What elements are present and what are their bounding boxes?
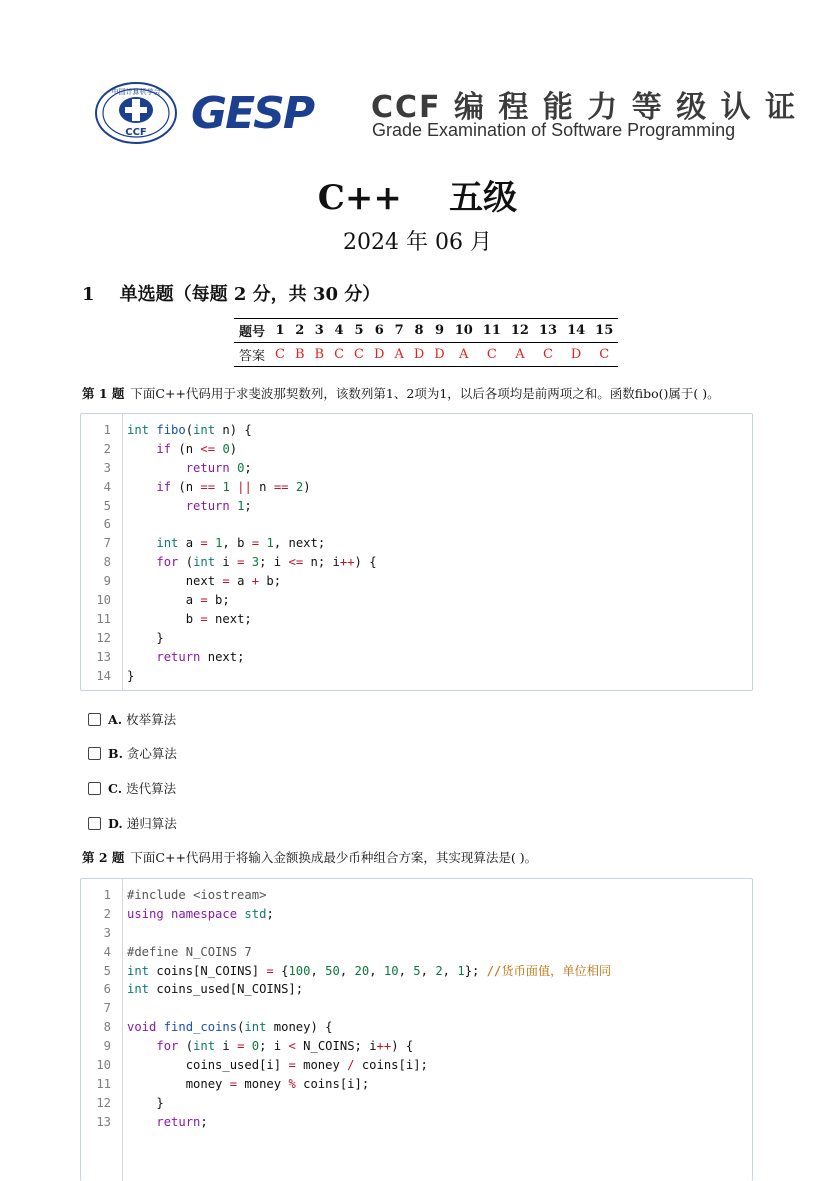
checkbox-icon[interactable] (88, 782, 101, 795)
code-text: if (n <= 0) (156, 441, 238, 456)
answer-row (234, 343, 618, 367)
option-c[interactable] (88, 779, 176, 797)
code-block (80, 413, 753, 691)
option-d[interactable] (88, 814, 177, 832)
code-line (81, 591, 752, 610)
question-number-cell: 10 (450, 319, 478, 343)
line-number: 2 (103, 906, 111, 921)
code-line (81, 648, 752, 667)
line-number: 5 (103, 963, 111, 978)
certification-title: CCF 编 程 能 力 等 级 认 证 (371, 90, 798, 125)
line-number: 4 (103, 479, 111, 494)
question-number: 第 2 题 (82, 850, 125, 865)
line-number: 4 (103, 944, 111, 959)
line-number: 3 (103, 925, 111, 940)
line-number: 10 (96, 1058, 111, 1073)
code-line (81, 1075, 752, 1094)
code-line (81, 1037, 752, 1056)
option-text: 递归算法 (126, 816, 177, 831)
option-text: 迭代算法 (126, 781, 177, 796)
line-number: 14 (96, 668, 111, 683)
code-text: b = next; (127, 611, 252, 626)
question-number-cell: 6 (369, 319, 389, 343)
code-line (81, 440, 752, 459)
option-text: 枚举算法 (126, 712, 177, 727)
question-number-cell: 1 (270, 319, 290, 343)
code-line (81, 459, 752, 478)
code-block (80, 878, 753, 1181)
svg-text:CCF: CCF (125, 127, 147, 138)
code-line (81, 886, 752, 905)
line-number: 12 (96, 1095, 111, 1110)
code-text: return 1; (185, 498, 252, 513)
question-number-cell: 4 (329, 319, 349, 343)
line-number: 6 (103, 982, 111, 997)
answer-cell: A (506, 343, 534, 367)
question-number-cell: 13 (534, 319, 562, 343)
code-line (81, 667, 752, 686)
line-number: 9 (103, 1039, 111, 1054)
line-number: 7 (103, 1001, 111, 1016)
code-line (81, 421, 752, 440)
line-number: 13 (96, 1114, 111, 1129)
code-line (81, 980, 752, 999)
row-label: 答案 (234, 343, 270, 367)
checkbox-icon[interactable] (88, 817, 101, 830)
line-number: 8 (103, 555, 111, 570)
code-text: } (127, 630, 164, 645)
question-number-cell: 2 (290, 319, 310, 343)
code-text: } (127, 1095, 164, 1110)
option-letter: C. (108, 780, 123, 796)
question-1 (82, 384, 720, 402)
code-line (81, 1094, 752, 1113)
exam-title: C++ 五级 (317, 178, 518, 218)
code-line (81, 534, 752, 553)
ccf-seal-logo (95, 82, 177, 144)
gesp-logo: GESP (191, 88, 314, 139)
question-number-cell: 3 (310, 319, 330, 343)
line-number: 8 (103, 1020, 111, 1035)
answer-cell: A (389, 343, 408, 367)
line-number: 11 (96, 1076, 111, 1091)
answer-cell: D (409, 343, 429, 367)
code-line (81, 1056, 752, 1075)
answer-cell: A (450, 343, 478, 367)
row-label: 题号 (234, 319, 270, 343)
code-text: coins_used[i] = money / coins[i]; (127, 1058, 428, 1073)
code-text: void find_coins(int money) { (127, 1020, 333, 1035)
line-number: 2 (103, 441, 111, 456)
answer-cell: C (534, 343, 562, 367)
code-line (81, 497, 752, 516)
line-number: 12 (96, 630, 111, 645)
code-text: int coins[N_COINS] = {100, 50, 20, 10, 5, 2, 1}; //货币面值，单位相同 (127, 963, 612, 978)
question-2 (82, 848, 537, 866)
question-number-row (234, 319, 618, 343)
answer-cell: C (270, 343, 290, 367)
question-number-cell: 15 (590, 319, 618, 343)
section-heading: 1 单选题（每题 2 分，共 30 分） (82, 284, 381, 305)
code-line (81, 629, 752, 648)
code-text: #include <iostream> (127, 888, 267, 902)
code-text: a = b; (127, 593, 230, 608)
code-line (81, 610, 752, 629)
code-text: #define N_COINS 7 (127, 944, 252, 959)
code-line (81, 924, 752, 943)
answer-cell: D (562, 343, 590, 367)
line-number: 5 (103, 498, 111, 513)
line-number: 10 (96, 593, 111, 608)
certification-subtitle: Grade Examination of Software Programming (372, 120, 736, 140)
option-a[interactable] (88, 710, 176, 728)
code-text: return; (156, 1114, 208, 1129)
question-number-cell: 11 (478, 319, 506, 343)
answer-cell: C (590, 343, 618, 367)
code-text: int fibo(int n) { (127, 423, 252, 437)
code-line (81, 943, 752, 962)
line-number: 13 (96, 649, 111, 664)
code-text: for (int i = 3; i <= n; i++) { (156, 555, 377, 570)
answer-cell: B (290, 343, 310, 367)
code-text: return next; (156, 649, 245, 664)
answer-cell: C (329, 343, 349, 367)
checkbox-icon[interactable] (88, 747, 101, 760)
code-line (81, 553, 752, 572)
question-number-cell: 7 (389, 319, 408, 343)
code-text: if (n == 1 || n == 2) (156, 479, 311, 494)
option-b[interactable] (88, 744, 177, 762)
question-number-cell: 9 (429, 319, 449, 343)
question-number-cell: 14 (562, 319, 590, 343)
code-line (81, 905, 752, 924)
code-text: } (127, 668, 135, 683)
code-text: using namespace std; (127, 906, 274, 921)
line-number: 1 (103, 888, 111, 902)
code-line (81, 1018, 752, 1037)
code-text: int a = 1, b = 1, next; (156, 536, 326, 551)
question-number: 第 1 题 (82, 386, 125, 401)
line-number: 11 (96, 611, 111, 626)
checkbox-icon[interactable] (88, 713, 101, 726)
exam-date: 2024 年 06 月 (343, 230, 492, 255)
code-text: next = a + b; (127, 574, 282, 589)
code-text: int coins_used[N_COINS]; (127, 982, 304, 997)
line-number: 9 (103, 574, 111, 589)
line-number: 6 (103, 517, 111, 532)
code-text: money = money % coins[i]; (127, 1076, 370, 1091)
code-line (81, 962, 752, 981)
code-line (81, 1113, 752, 1132)
code-text: for (int i = 0; i < N_COINS; i++) { (156, 1039, 414, 1054)
code-text: return 0; (185, 460, 252, 475)
answer-cell: C (349, 343, 369, 367)
answer-cell: C (478, 343, 506, 367)
question-number-cell: 12 (506, 319, 534, 343)
code-line (81, 572, 752, 591)
option-letter: D. (108, 815, 123, 831)
answer-key-table (234, 318, 618, 367)
svg-text:中国计算机学会: 中国计算机学会 (111, 88, 161, 96)
option-text: 贪心算法 (126, 746, 177, 761)
code-line (81, 999, 752, 1018)
question-text: 下面C++代码用于将输入金额换成最少币种组合方案，其实现算法是( )。 (130, 850, 538, 865)
question-number-cell: 8 (409, 319, 429, 343)
line-number: 7 (103, 536, 111, 551)
question-text: 下面C++代码用于求斐波那契数列，该数列第1、2项为1，以后各项均是前两项之和。函数fibo()属于( )。 (130, 386, 720, 401)
line-number: 3 (103, 460, 111, 475)
option-letter: B. (108, 745, 123, 761)
code-line (81, 515, 752, 534)
answer-cell: D (369, 343, 389, 367)
code-line (81, 478, 752, 497)
answer-cell: B (310, 343, 330, 367)
exam-header (95, 78, 798, 144)
answer-cell: D (429, 343, 449, 367)
line-number: 1 (103, 423, 111, 437)
question-number-cell: 5 (349, 319, 369, 343)
option-letter: A. (108, 711, 123, 727)
